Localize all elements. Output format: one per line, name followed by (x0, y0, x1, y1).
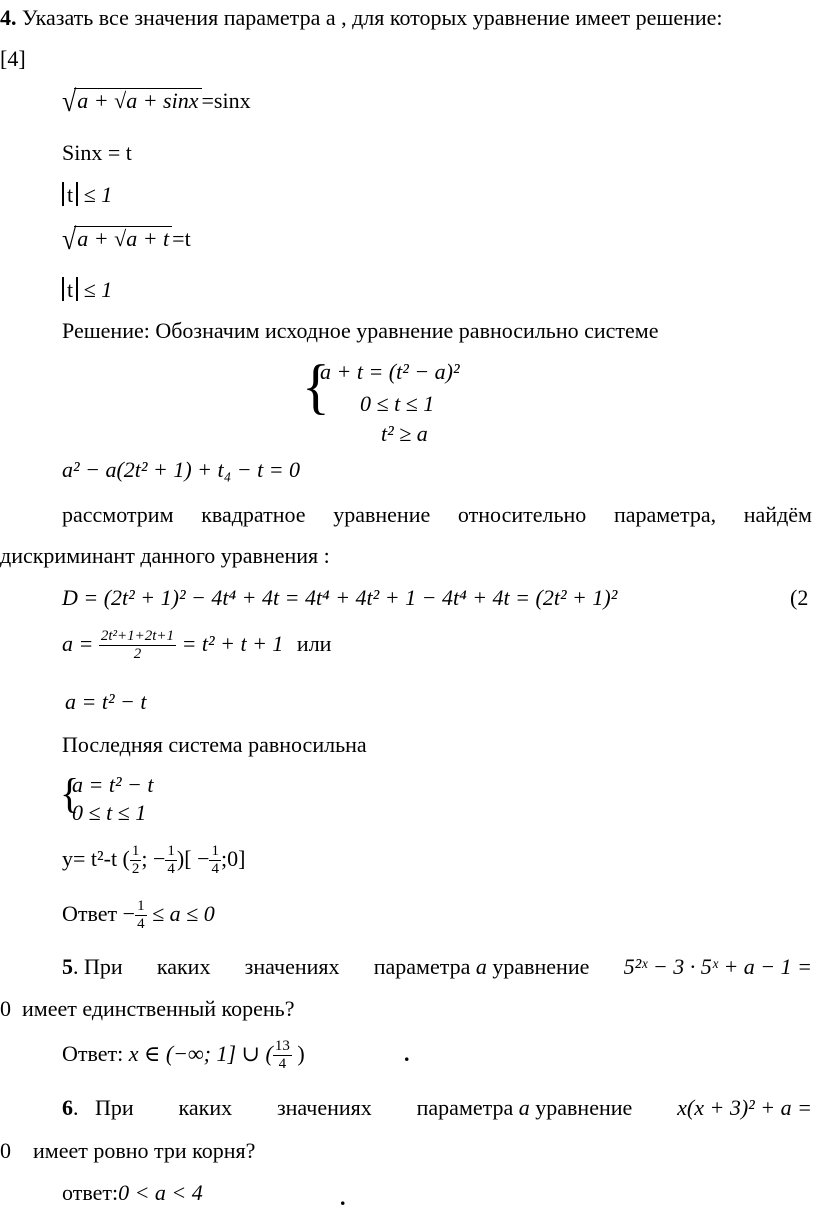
consider-line (62, 503, 812, 527)
q5-equation: 5²ˣ − 3 · 5ˣ + a − 1 = (623, 954, 812, 979)
word: значениях (276, 1095, 372, 1120)
abs2-rhs: ≤ 1 (83, 277, 113, 302)
zero: 0 (0, 1138, 11, 1163)
q5-dot: . (404, 1041, 410, 1066)
answer-label: Ответ (62, 900, 118, 926)
word: уравнение (492, 954, 590, 979)
y-frac-1 (130, 843, 142, 879)
zero: 0 (0, 996, 11, 1021)
num: 1 (165, 843, 177, 861)
q5-text: имеет единственный корень? (22, 996, 295, 1021)
word: При (95, 1095, 134, 1120)
consider-line-2: дискриминант данного уравнения : (0, 543, 330, 568)
abs1-rhs: ≤ 1 (83, 182, 113, 207)
answer-close: ) (297, 1040, 305, 1066)
abs1-var: t (67, 182, 74, 207)
word: уравнение (535, 1095, 633, 1120)
sqrt-eq1: √a + √a + sinx (62, 88, 202, 117)
num: 13 (273, 1038, 292, 1056)
q6-answer (62, 1181, 203, 1205)
q4-header (0, 6, 723, 30)
word: найдём (743, 502, 812, 527)
root1-or: или (296, 630, 332, 656)
system1-brace: { (302, 352, 330, 421)
q5-answer (62, 1038, 305, 1074)
den: 4 (211, 861, 219, 878)
answer-label: ответ: (62, 1180, 119, 1205)
answer-expr: 0 < a < 4 (118, 1180, 203, 1205)
word: При (84, 954, 123, 979)
num: 1 (135, 898, 147, 916)
last-system-text: Последняя система равносильна (62, 732, 367, 757)
word: каких (178, 1095, 233, 1120)
q4-answer (62, 898, 215, 934)
root1-num: 2t²+1+2t+1 (99, 628, 176, 646)
quadratic-equation: a² − a(2t² + 1) + t₄ − t = 0 (62, 457, 301, 482)
system2-brace: { (60, 769, 80, 818)
word: параметра, (613, 502, 717, 527)
abs-constraint-1 (62, 182, 112, 207)
answer-frac (135, 898, 147, 934)
answer-rest: ≤ a ≤ 0 (152, 900, 215, 926)
eq1 (62, 84, 251, 119)
system1-line1: a + t = (t² − a)² (320, 359, 460, 384)
y-tail: ;0] (220, 845, 246, 871)
eq1-rhs: =sinx (201, 88, 251, 113)
q6-equation: x(x + 3)² + a = (677, 1095, 812, 1120)
word: каких (156, 954, 211, 979)
eq1-radicand: a + √a + sinx (74, 88, 201, 113)
q4-number: 4. (0, 5, 17, 30)
root2: a = t² − t (65, 689, 147, 714)
answer-label: Ответ: (62, 1040, 124, 1066)
q6-number: 6 (62, 1095, 73, 1120)
y-mid: ; − (141, 845, 166, 871)
system2-line2: 0 ≤ t ≤ 1 (72, 800, 147, 825)
system1-line3: t² ≥ a (381, 421, 428, 446)
word: квадратное (201, 502, 306, 527)
answer-frac (273, 1038, 292, 1074)
root1-den: 2 (133, 646, 142, 663)
word: значениях (244, 954, 340, 979)
word: относительно (457, 502, 587, 527)
system1-line2: 0 ≤ t ≤ 1 (360, 391, 435, 416)
word: параметра (416, 1095, 514, 1120)
abs-constraint-2 (62, 277, 112, 302)
system2-line1: a = t² − t (72, 772, 154, 797)
q6-line1: 6 . При каких значениях параметра a уравнение x(x + 3)² + a = (62, 1095, 812, 1120)
num: 1 (209, 843, 221, 861)
y-line (62, 843, 245, 879)
y-prefix: y= t²-t ( (62, 845, 130, 871)
root1: a = $\frac{\text{2t²+1+2t+1}}{2}$ = t² + t + 1 или (62, 628, 332, 663)
discriminant: D = (2t² + 1)² − 4t⁴ + 4t = 4t⁴ + 4t² + 1 − 4t⁴ + 4t = (2t² + 1)² (62, 585, 618, 610)
substitution: Sinx = t (62, 140, 132, 165)
q6-text: имеет ровно три корня? (33, 1138, 256, 1163)
y-mid2: )[ − (176, 845, 210, 871)
discriminant-tail: (2 (790, 585, 809, 610)
param: a (518, 1095, 530, 1120)
word: уравнение (333, 502, 431, 527)
answer-expr: x ∈ (−∞; 1] ∪ ( (128, 1040, 273, 1066)
q6-line2 (0, 1139, 255, 1163)
root1-rhs: = t² + t + 1 (181, 630, 284, 656)
q5-line2 (0, 997, 294, 1021)
param: a (475, 954, 487, 979)
den: 4 (278, 1056, 287, 1073)
solution-intro: Решение: Обозначим исходное уравнение равносильно системе (62, 318, 659, 343)
abs2-var: t (67, 277, 74, 302)
den: 4 (137, 916, 145, 933)
eq2 (62, 222, 191, 257)
answer-neg: − (122, 900, 136, 926)
word: параметра (373, 954, 471, 979)
y-frac-3 (209, 843, 221, 879)
eq2-rhs: =t (172, 226, 191, 251)
den: 2 (131, 861, 140, 878)
q4-question: Указать все значения параметра а , для которых уравнение имеет решение: (22, 5, 723, 30)
q4-points: [4] (0, 46, 26, 71)
den: 4 (167, 861, 175, 878)
sqrt-eq2: √a + √a + t (62, 226, 172, 255)
root1-fraction (99, 628, 176, 664)
q5-line1: 5 . При каких значениях параметра a уравнение 5²ˣ − 3 · 5ˣ + a − 1 = (62, 954, 812, 979)
q6-dot: . (340, 1185, 346, 1210)
word: рассмотрим (62, 502, 174, 527)
y-frac-2 (165, 843, 177, 879)
eq2-radicand: a + √a + t (74, 226, 172, 251)
q5-number: 5 (62, 954, 73, 979)
num: 1 (130, 843, 142, 861)
